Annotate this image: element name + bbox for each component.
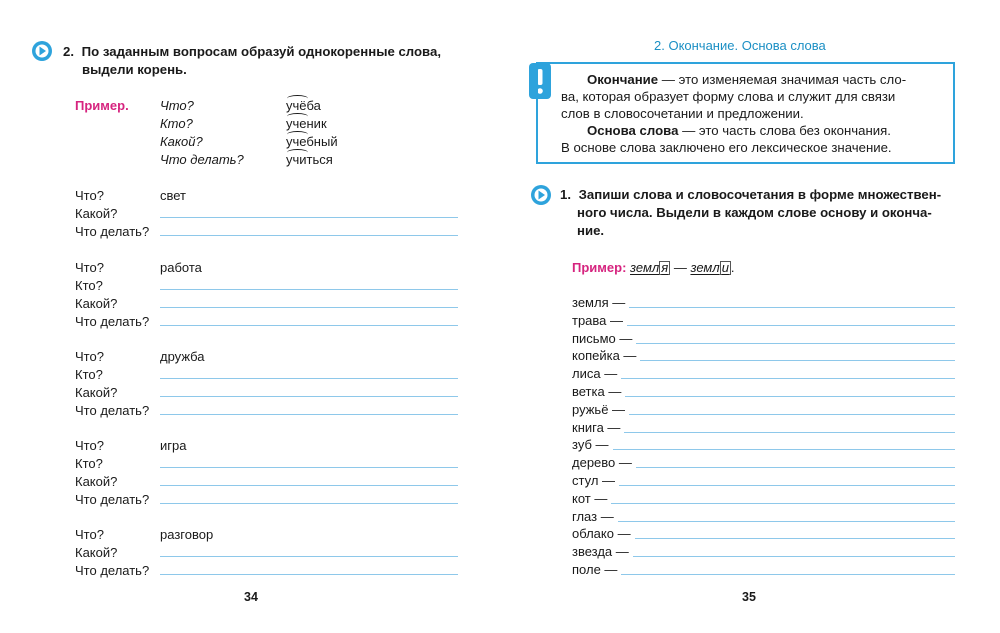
question: Какой? xyxy=(75,206,118,221)
task-title-line1: Запиши слова и словосочетания в форме множествен- xyxy=(578,187,942,202)
example-question: Что делать? xyxy=(160,152,244,167)
word-label: зуб — xyxy=(572,437,609,453)
answer-line[interactable] xyxy=(621,574,955,575)
rule-text: — это часть слова без окончания. xyxy=(678,123,891,138)
answer-line[interactable] xyxy=(160,574,458,575)
question: Какой? xyxy=(75,545,118,560)
question: Что? xyxy=(75,188,104,203)
word-label: ружьё — xyxy=(572,401,626,417)
example-question: Что? xyxy=(160,98,194,113)
question: Кто? xyxy=(75,278,103,293)
answer-line[interactable] xyxy=(613,449,955,450)
rule-term: Окончание xyxy=(587,72,659,87)
task-title-line1: По заданным вопросам образуй однокоренные слова, xyxy=(81,44,441,59)
answer-line[interactable] xyxy=(625,396,955,397)
word-label: письмо — xyxy=(572,330,633,346)
rule-text: В основе слова заключено его лексическое значение. xyxy=(561,140,892,155)
answer-line[interactable] xyxy=(633,556,955,557)
rule-text: ва, которая образует форму слова и служит для связи xyxy=(561,89,896,104)
base-word: дружба xyxy=(160,349,205,364)
answer-line[interactable] xyxy=(635,538,955,539)
answer-line[interactable] xyxy=(629,307,955,308)
example-ending: и xyxy=(721,260,729,275)
word-label: глаз — xyxy=(572,508,614,524)
example-word: учиться xyxy=(286,152,333,167)
answer-line[interactable] xyxy=(627,325,955,326)
answer-line[interactable] xyxy=(160,396,458,397)
answer-line[interactable] xyxy=(619,485,955,486)
example-question: Кто? xyxy=(160,116,193,131)
task-marker-icon xyxy=(31,40,53,62)
task-title-line2: ного числа. Выдели в каждом слове основу и оконча- xyxy=(577,205,932,220)
question: Кто? xyxy=(75,456,103,471)
task-marker-icon xyxy=(530,184,552,206)
base-word: свет xyxy=(160,188,187,203)
word-label: ветка — xyxy=(572,384,622,399)
answer-line[interactable] xyxy=(621,378,955,379)
answer-line[interactable] xyxy=(160,307,458,308)
rule-paragraph-1 xyxy=(561,71,943,122)
example-question: Какой? xyxy=(160,134,203,149)
word-label: звезда — xyxy=(572,544,629,560)
example-line xyxy=(572,260,735,275)
answer-line[interactable] xyxy=(636,343,955,344)
rule-term: Основа слова xyxy=(587,123,679,138)
rule-text: — это изменяемая значимая часть сло- xyxy=(658,72,907,87)
example-stem: земл xyxy=(630,260,660,275)
word-label: лиса — xyxy=(572,366,618,382)
word-label: трава — xyxy=(572,312,624,328)
task-title xyxy=(63,43,441,79)
example-word: учебный xyxy=(286,134,338,149)
answer-line[interactable] xyxy=(160,217,458,218)
question: Что? xyxy=(75,349,104,364)
word-label: копейка — xyxy=(572,348,637,364)
answer-line[interactable] xyxy=(160,235,458,236)
question: Что? xyxy=(75,260,104,275)
example-dot: . xyxy=(730,260,735,275)
right-page xyxy=(500,0,1000,633)
example-ending: я xyxy=(661,260,669,275)
question: Какой? xyxy=(75,385,118,400)
answer-line[interactable] xyxy=(160,503,458,504)
page-number: 35 xyxy=(742,590,756,604)
task-title xyxy=(560,186,941,240)
task-number: 1. xyxy=(560,187,571,202)
word-label: кот — xyxy=(572,490,608,506)
word-label: книга — xyxy=(572,419,621,435)
question: Что делать? xyxy=(75,403,150,418)
answer-line[interactable] xyxy=(160,325,458,326)
example-label: Пример: xyxy=(572,260,627,275)
question: Что делать? xyxy=(75,224,150,239)
word-label: облако — xyxy=(572,526,631,542)
answer-line[interactable] xyxy=(160,485,458,486)
question: Какой? xyxy=(75,474,118,489)
example-word: учёба xyxy=(286,98,321,113)
word-label: стул — xyxy=(572,473,616,488)
page-number: 34 xyxy=(244,590,258,604)
answer-line[interactable] xyxy=(636,467,955,468)
answer-line[interactable] xyxy=(160,556,458,557)
question: Кто? xyxy=(75,367,103,382)
answer-line[interactable] xyxy=(160,414,458,415)
answer-line[interactable] xyxy=(160,289,458,290)
rule-paragraph-2 xyxy=(561,122,943,156)
word-label: поле — xyxy=(572,562,618,577)
section-title: 2. Окончание. Основа слова xyxy=(654,38,826,53)
question: Какой? xyxy=(75,296,118,311)
word-label: земля — xyxy=(572,295,626,310)
base-word: работа xyxy=(160,260,202,275)
question: Что делать? xyxy=(75,492,150,507)
example-dash: — xyxy=(670,260,691,275)
answer-line[interactable] xyxy=(160,378,458,379)
base-word: игра xyxy=(160,438,187,453)
task-title-line3: ние. xyxy=(577,223,605,238)
answer-line[interactable] xyxy=(618,521,955,522)
example-stem: земл xyxy=(690,260,720,275)
answer-line[interactable] xyxy=(629,414,955,415)
example-label: Пример. xyxy=(75,98,129,113)
question: Что? xyxy=(75,438,104,453)
word-label: дерево — xyxy=(572,455,632,471)
task-number: 2. xyxy=(63,44,74,59)
question: Что делать? xyxy=(75,314,150,329)
answer-line[interactable] xyxy=(160,467,458,468)
base-word: разговор xyxy=(160,527,214,542)
example-word: ученик xyxy=(286,116,327,131)
question: Что делать? xyxy=(75,563,150,578)
answer-line[interactable] xyxy=(640,360,955,361)
question: Что? xyxy=(75,527,104,542)
answer-line[interactable] xyxy=(611,503,955,504)
rule-box xyxy=(536,62,955,164)
task-title-line2: выдели корень. xyxy=(82,62,187,77)
rule-text: слов в словосочетании и предложении. xyxy=(561,106,804,121)
answer-line[interactable] xyxy=(624,432,955,433)
